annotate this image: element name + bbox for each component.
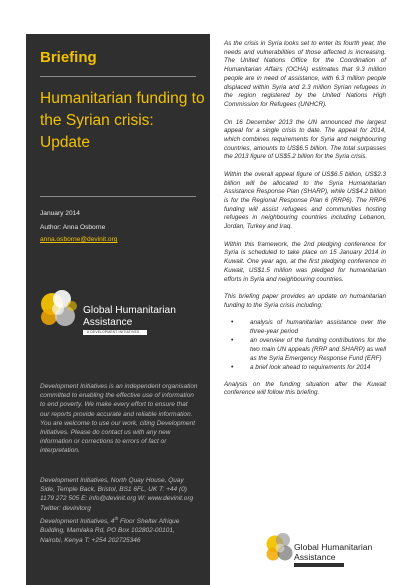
gha-logo-circles-icon	[38, 286, 82, 332]
gha-logo-name: Global Humanitarian Assistance	[83, 305, 176, 328]
address-kenya	[40, 514, 198, 545]
divider	[40, 76, 196, 77]
address-kenya-superscript: th	[114, 516, 119, 521]
bullet-list	[224, 319, 386, 372]
briefing-label: Briefing	[40, 49, 97, 66]
cover-panel	[26, 34, 210, 585]
address-kenya-text-rest: Floor Shelter Afrique Building, Mamlaka Rd, PO Box 102802-00101, Nairobi, Kenya T: +254 202725346	[40, 518, 180, 544]
about-text: Development Initiatives is an independent organisation committed to enabling the effective use of information to end poverty. We make every effort to ensure that our reports provide accurate and reliable information. You are welcome to use our work, citing Development Initiatives. Please do contact us with any new information or corrections to errors of fact or interpretation.	[40, 383, 198, 455]
body-text	[224, 40, 386, 407]
list-item: • a brief look ahead to requirements for 2014	[224, 364, 386, 373]
gha-logo-bar	[83, 330, 147, 335]
list-item: • analysis of humanitarian assistance over the three-year period	[224, 319, 386, 336]
author: Author: Anna Osborne	[40, 224, 106, 231]
document-title: Humanitarian funding to the Syrian crisis: Update	[40, 90, 205, 151]
paragraph: On 16 December 2013 the UN announced the largest appeal for a single crisis to date. The appeal for 2014, which combines requirements for Syria and neighbouring countries, amounts to US$6.5 billion. The total surpasses the 2013 figure of US$5.2 billion for the Syria crisis.	[224, 118, 386, 161]
paragraph: Analysis on the funding situation after the Kuwait conference will follow this briefing.	[224, 380, 386, 397]
address-uk: Development Initiatives, North Quay House, Quay Side, Temple Back, Bristol, BS1 6FL, UK T: +44 (0) 1179 272 505 E: info@devinit.org W: www.devinit.org Twitter: devinitorg	[40, 477, 194, 512]
gha-footer-logo-bar	[294, 563, 344, 567]
gha-footer-logo-name: Global Humanitarian Assistance	[294, 542, 373, 562]
publication-date: January 2014	[40, 210, 80, 217]
paragraph: Within the overall appeal figure of US$6.5 billion, US$2.3 billion will be allocated to the Syria Humanitarian Assistance Response Plan (SHARP), while US$4.2 billion is for the Regional Response Plan 6 (RRP6). The RRP6 funding will assist refugees and communities hosting refugees in neighbouring countries including Lebanon, Jordan, Turkey and Iraq.	[224, 170, 386, 231]
gha-logo	[38, 286, 208, 366]
paragraph: This briefing paper provides an update on humanitarian funding to the Syria crisis including:	[224, 293, 386, 309]
list-item: • an overview of the funding contributions for the two main UN appeals (RRP and SHARP) as well as the Syria Emergency Response Fund (ERF)	[224, 337, 386, 363]
gha-footer-logo-circles-icon	[264, 530, 298, 566]
gha-footer-logo	[264, 530, 384, 572]
address-kenya-text: Development Initiatives, 4	[40, 518, 115, 526]
paragraph: As the crisis in Syria looks set to enter its fourth year, the needs and vulnerabilities of those affected is increasing. The United Nations Office for the Coordination of Humanitarian Affairs (OCHA) estimates that 9.3 million people are in need of assistance, with 6.3 million people displaced within Syria and 2.3 million Syrian refugees in the region registered by the United Nations High Commission for Refugees (UNHCR).	[224, 40, 386, 108]
gha-logo-tagline: A DEVELOPMENT INITIATIVES	[87, 330, 140, 334]
paragraph: Within this framework, the 2nd pledging conference for Syria is scheduled to take place on 15 January 2014 in Kuwait. One year ago, at the first pledging conference in Kuwait, US$1.5 million was pledged for humanitarian efforts in Syria and neighbouring countries.	[224, 240, 386, 283]
author-email-link[interactable]: anna.osborne@devinit.org	[40, 236, 118, 243]
divider	[40, 196, 196, 197]
